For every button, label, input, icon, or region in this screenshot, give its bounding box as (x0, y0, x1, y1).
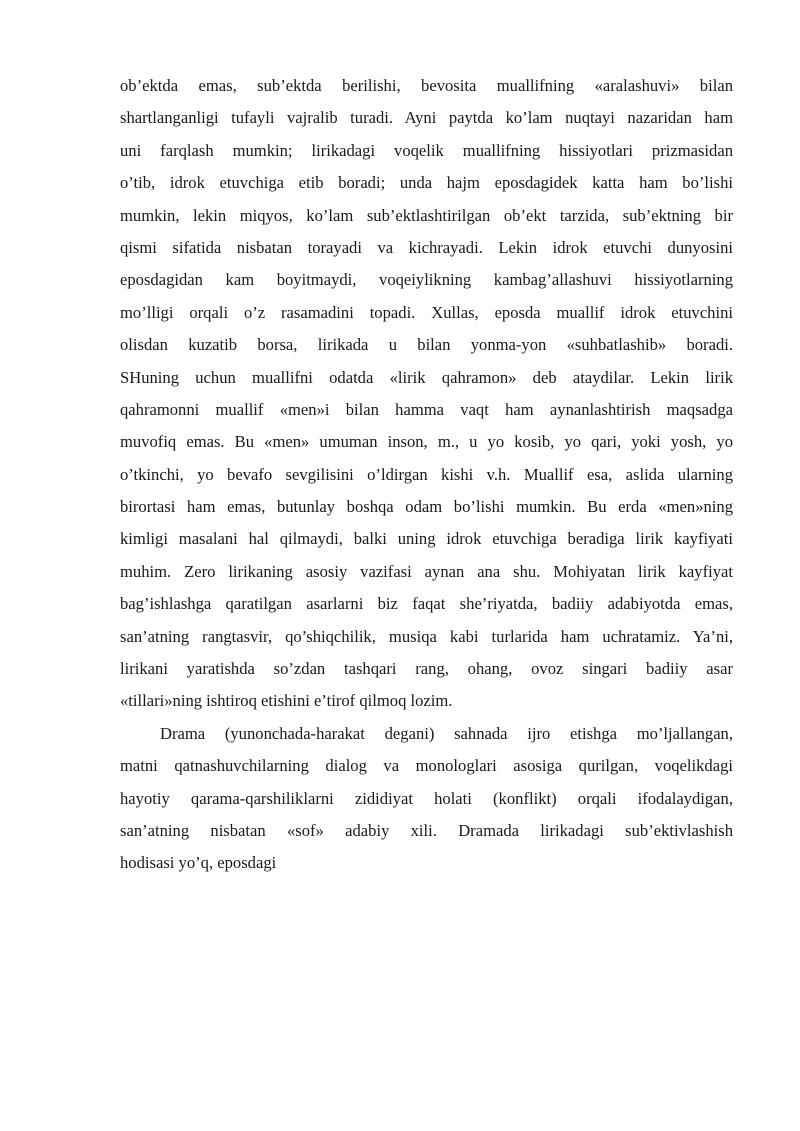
text-line: ob’ektda emas, sub’ektda berilishi, bevosita muallifning «aralashuvi» bilan (120, 76, 733, 95)
text-line: qismi sifatida nisbatan torayadi va kichrayadi. Lekin idrok etuvchi dunyosini (120, 237, 733, 257)
text-line: muhim. Zero lirikaning asosiy vazifasi aynan ana shu. Mohiyatan lirik kayfiyat (120, 561, 733, 581)
text-line: muvofiq emas. Bu «men» umuman inson, m., u yo kosib, yo qari, yoki yosh, yo (120, 432, 733, 452)
text-line: shartlanganligi tufayli vajralib turadi. Ayni paytda ko’lam nuqtayi nazaridan ham (120, 108, 733, 128)
text-line: Drama (yunonchada-harakat degani) sahnada ijro etishga mo’ljallangan, (160, 723, 733, 743)
text-line: hodisasi yo’q, eposdagi (120, 853, 277, 873)
text-line: san’atning nisbatan «sof» adabiy xili. Dramada lirikadagi sub’ektivlashish (120, 820, 733, 840)
text-line: mumkin, lekin miqyos, ko’lam sub’ektlashtirilgan ob’ekt tarzida, sub’ektning bir (120, 205, 733, 225)
text-line: birortasi ham emas, butunlay boshqa odam bo’lishi mumkin. Bu erda «men»ning (120, 497, 733, 517)
text-line: mo’lligi orqali o’z rasamadini topadi. Xullas, eposda muallif idrok etuvchini (120, 302, 733, 322)
paragraph-2 (120, 718, 733, 880)
text-line: san’atning rangtasvir, qo’shiqchilik, musiqa kabi turlarida ham uchratamiz. Ya’ni, (120, 626, 733, 646)
text-line: o’tib, idrok etuvchiga etib boradi; unda hajm eposdagidek katta ham bo’lishi (120, 173, 733, 193)
text-line: olisdan kuzatib borsa, lirikada u bilan yonma-yon «suhbatlashib» boradi. (120, 335, 733, 355)
text-line: bag’ishlashga qaratilgan asarlarni biz faqat she’riyatda, badiiy adabiyotda emas, (120, 594, 733, 614)
text-line: SHuning uchun muallifni odatda «lirik qahramon» deb ataydilar. Lekin lirik (120, 367, 733, 387)
text-line: eposdagidan kam boyitmaydi, voqeiylikning kambag’allashuvi hissiyotlarning (120, 270, 733, 290)
text-line: «tillari»ning ishtiroq etishini e’tirof qilmoq lozim. (120, 691, 453, 711)
text-line: qahramonni muallif «men»i bilan hamma vaqt ham aynanlashtirish maqsadga (120, 399, 733, 419)
text-line: matni qatnashuvchilarning dialog va monologlari asosiga qurilgan, voqelikdagi (120, 756, 733, 776)
text-line: uni farqlash mumkin; lirikadagi voqelik muallifning hissiyotlari prizmasidan (120, 140, 733, 160)
text-line: hayotiy qarama-qarshiliklarni zididiyat holati (konflikt) orqali ifodalaydigan, (120, 788, 733, 808)
text-line: lirikani yaratishda so’zdan tashqari rang, ohang, ovoz singari badiiy asar (120, 659, 733, 679)
body-text (120, 70, 733, 880)
paragraph-1 (120, 70, 733, 718)
text-line: o’tkinchi, yo bevafo sevgilisini o’ldirgan kishi v.h. Muallif esa, aslida ularning (120, 464, 733, 484)
text-line: kimligi masalani hal qilmaydi, balki uning idrok etuvchiga beradiga lirik kayfiyati (120, 529, 733, 549)
